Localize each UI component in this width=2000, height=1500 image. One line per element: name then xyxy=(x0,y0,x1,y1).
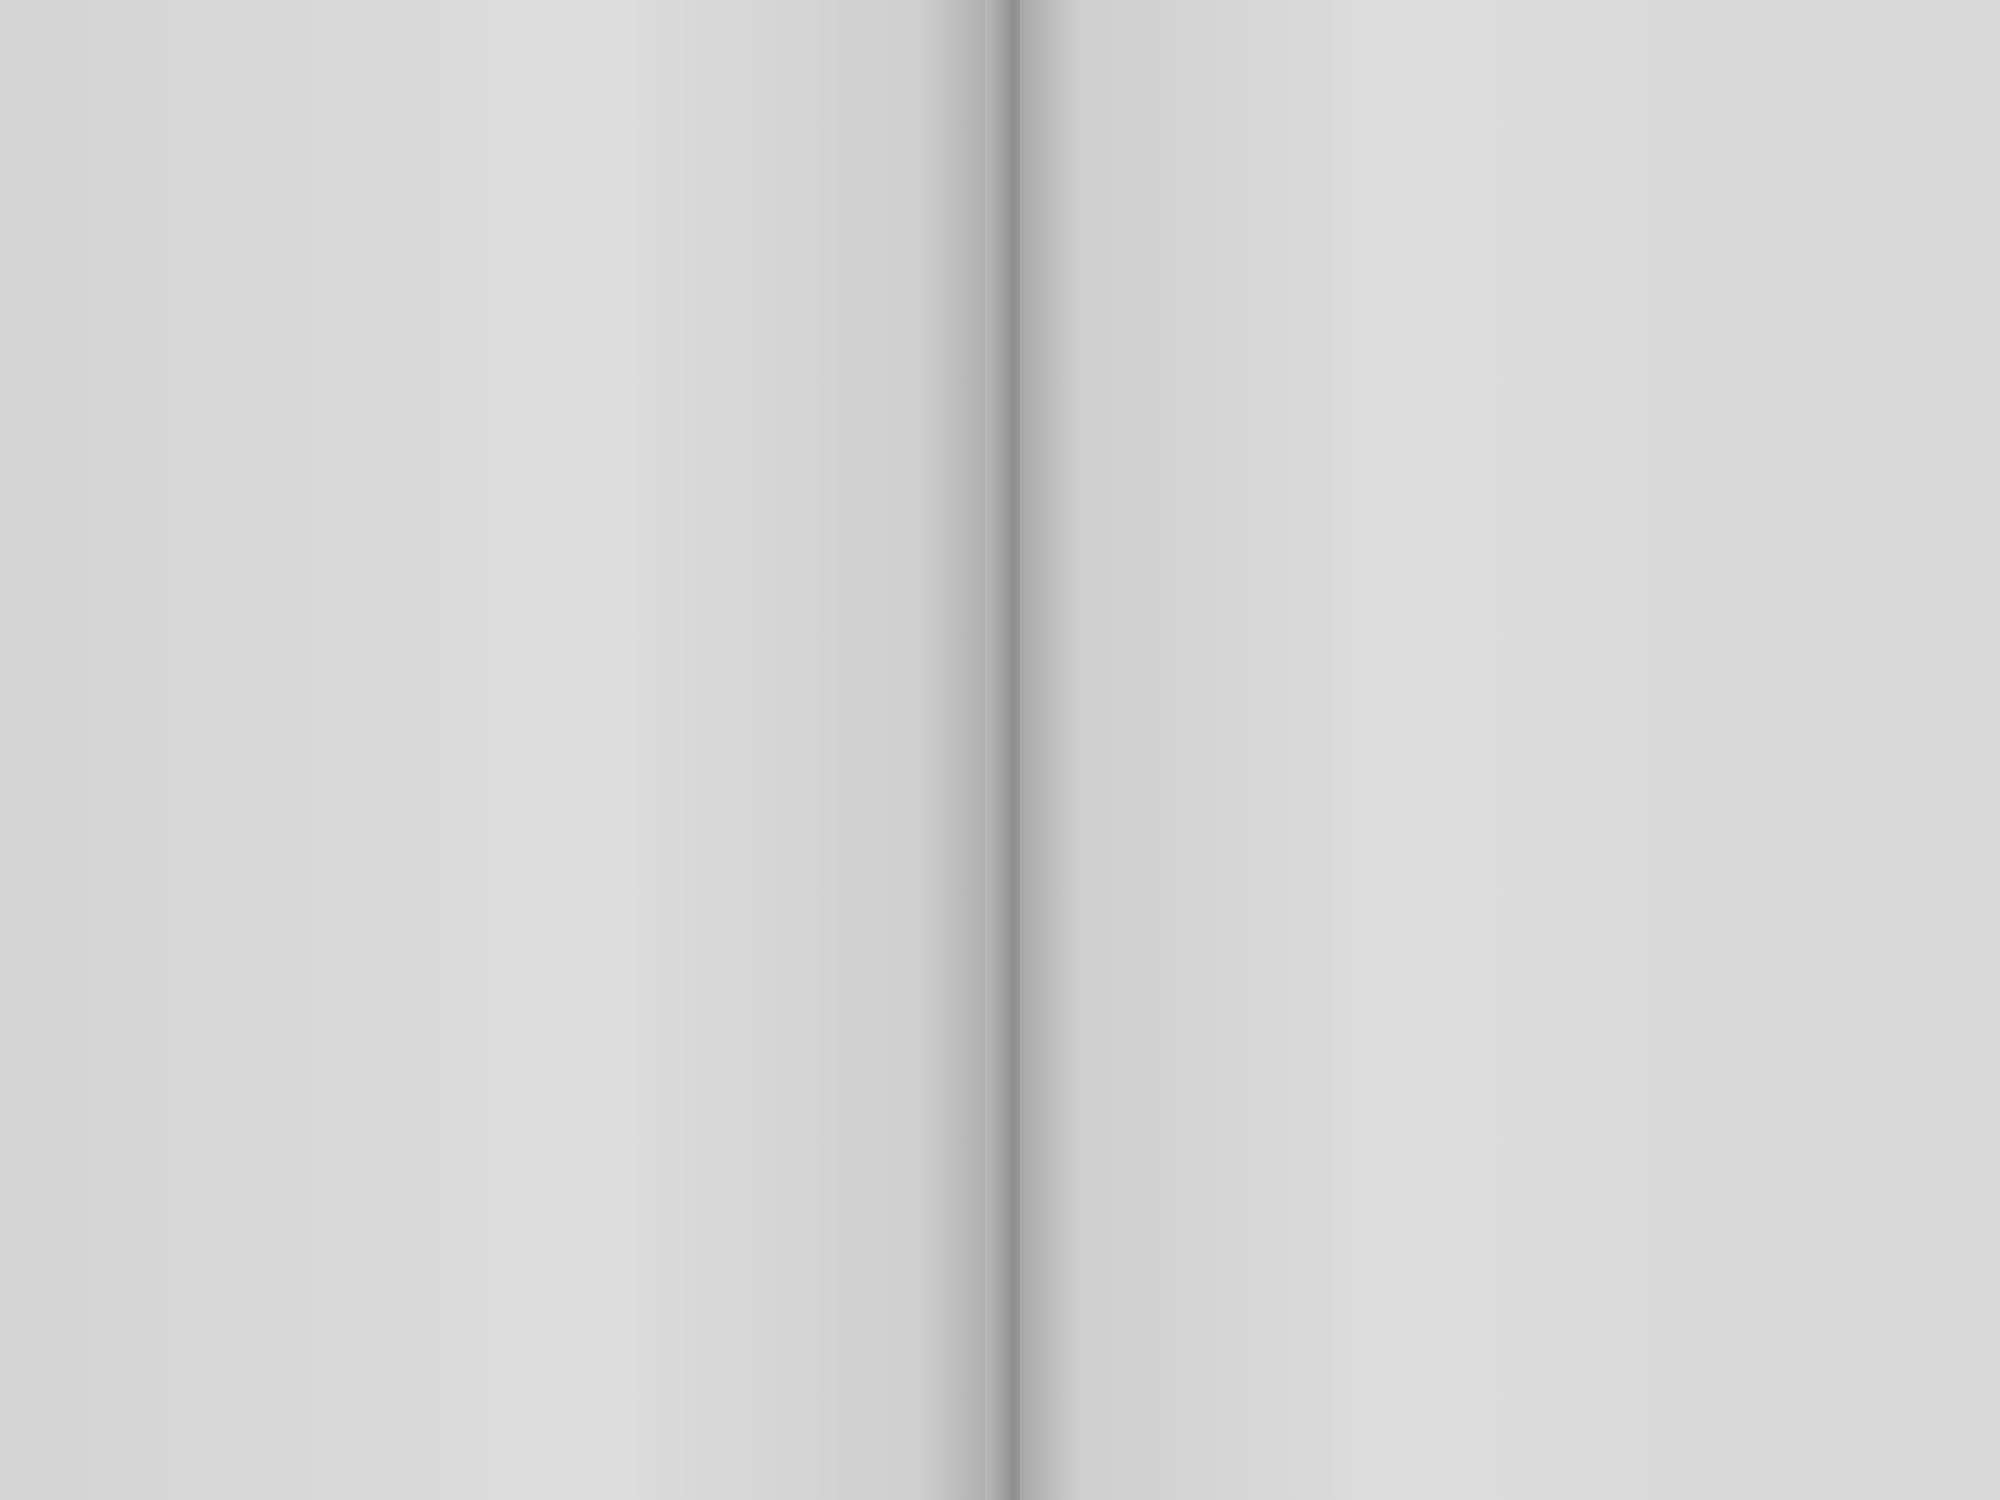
left-contents xyxy=(85,88,925,100)
right-contents xyxy=(1080,46,1940,60)
right-page xyxy=(1020,0,2000,1500)
